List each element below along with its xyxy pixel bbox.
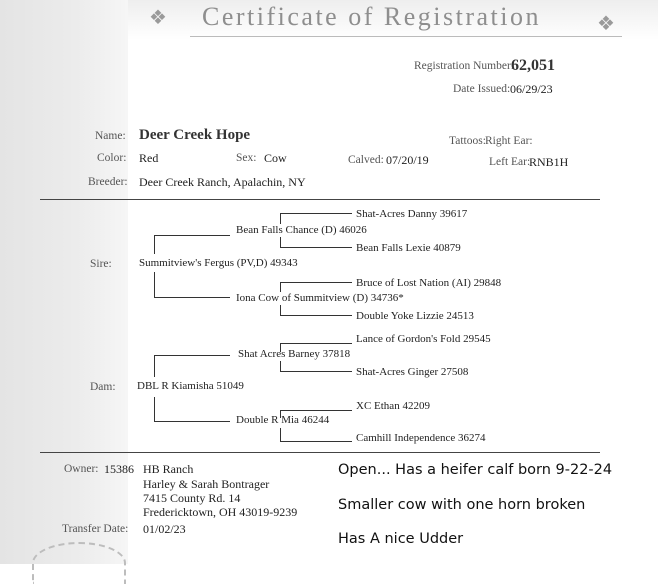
transfer-date-label: Transfer Date: [62, 523, 129, 535]
bracket-line [154, 272, 155, 297]
date-issued-label: Date Issued: [453, 83, 511, 95]
bracket-line [280, 410, 352, 411]
breeder-value: Deer Creek Ranch, Apalachin, NY [139, 175, 306, 189]
sire-label: Sire: [90, 258, 112, 270]
dam-dam-sire: XC Ethan 42209 [356, 400, 430, 412]
ornament-left-icon: ❖ [149, 7, 167, 29]
owner-id: 15386 [104, 462, 134, 476]
left-ear-value: RNB1H [529, 155, 569, 169]
section-divider-top [40, 199, 600, 200]
bracket-line [280, 213, 352, 214]
seal-icon [32, 542, 126, 584]
sire-dam-dam: Double Yoke Lizzie 24513 [356, 310, 474, 322]
bracket-line [280, 282, 352, 283]
sire-sire-sire: Shat-Acres Danny 39617 [356, 208, 468, 220]
certificate-title: Certificate of Registration [202, 2, 541, 31]
note-line-1: Open... Has a heifer calf born 9-22-24 [338, 462, 613, 478]
bracket-line [154, 397, 155, 421]
bracket-line [154, 235, 230, 236]
bracket-line [280, 282, 281, 292]
date-issued: 06/29/23 [510, 82, 553, 96]
calved-label: Calved: [348, 154, 384, 166]
sire-sire-dam: Bean Falls Lexie 40879 [356, 242, 461, 254]
sire-sire: Bean Falls Chance (D) 46026 [236, 224, 367, 236]
left-shaded-margin [0, 0, 128, 564]
bracket-line [154, 355, 155, 377]
name-label: Name: [95, 130, 126, 142]
color-label: Color: [97, 152, 127, 164]
title-underline [190, 36, 622, 37]
bracket-line [154, 297, 230, 298]
owner-city: Fredericktown, OH 43019-9239 [143, 505, 298, 519]
dam-dam: Double R Mia 46244 [236, 414, 330, 426]
bracket-line [280, 371, 352, 372]
owner-label: Owner: [64, 463, 99, 475]
sire-dam: Iona Cow of Summitview (D) 34736* [236, 292, 404, 304]
bracket-line [280, 247, 352, 248]
bracket-line [154, 355, 230, 356]
note-line-3: Has A nice Udder [338, 531, 464, 547]
bracket-line [154, 235, 155, 254]
owner-ranch: HB Ranch [143, 462, 194, 476]
bracket-line [280, 428, 281, 442]
bracket-line [280, 343, 352, 344]
animal-name: Deer Creek Hope [139, 127, 251, 143]
section-divider-bottom [40, 452, 600, 453]
sire-name: Summitview's Fergus (PV,D) 49343 [139, 257, 298, 269]
sex-label: Sex: [236, 152, 257, 164]
sire-dam-sire: Bruce of Lost Nation (AI) 29848 [356, 277, 502, 289]
dam-sire: Shat Acres Barney 37818 [238, 348, 351, 360]
ornament-right-icon: ❖ [597, 13, 615, 35]
breeder-label: Breeder: [88, 176, 128, 188]
owner-names: Harley & Sarah Bontrager [143, 477, 270, 491]
color-value: Red [139, 151, 159, 165]
bracket-line [154, 421, 230, 422]
registration-number: 62,051 [511, 57, 555, 74]
dam-sire-dam: Shat-Acres Ginger 27508 [356, 366, 469, 378]
dam-label: Dam: [90, 381, 116, 393]
tattoos-label: Tattoos: [449, 135, 486, 147]
transfer-date: 01/02/23 [143, 522, 186, 536]
dam-dam-dam: Camhill Independence 36274 [356, 432, 486, 444]
bracket-line [280, 441, 352, 442]
tattoos-value: Right Ear: [485, 135, 533, 147]
left-ear-label: Left Ear: [489, 156, 531, 168]
sex-value: Cow [264, 151, 287, 165]
calved-value: 07/20/19 [386, 153, 429, 167]
bracket-line [280, 315, 352, 316]
registration-label: Registration Number: [414, 60, 514, 72]
note-line-2: Smaller cow with one horn broken [338, 497, 586, 513]
owner-address: 7415 County Rd. 14 [143, 491, 241, 505]
dam-sire-sire: Lance of Gordon's Fold 29545 [356, 333, 491, 345]
bracket-line [280, 213, 281, 224]
dam-name: DBL R Kiamisha 51049 [137, 380, 244, 392]
